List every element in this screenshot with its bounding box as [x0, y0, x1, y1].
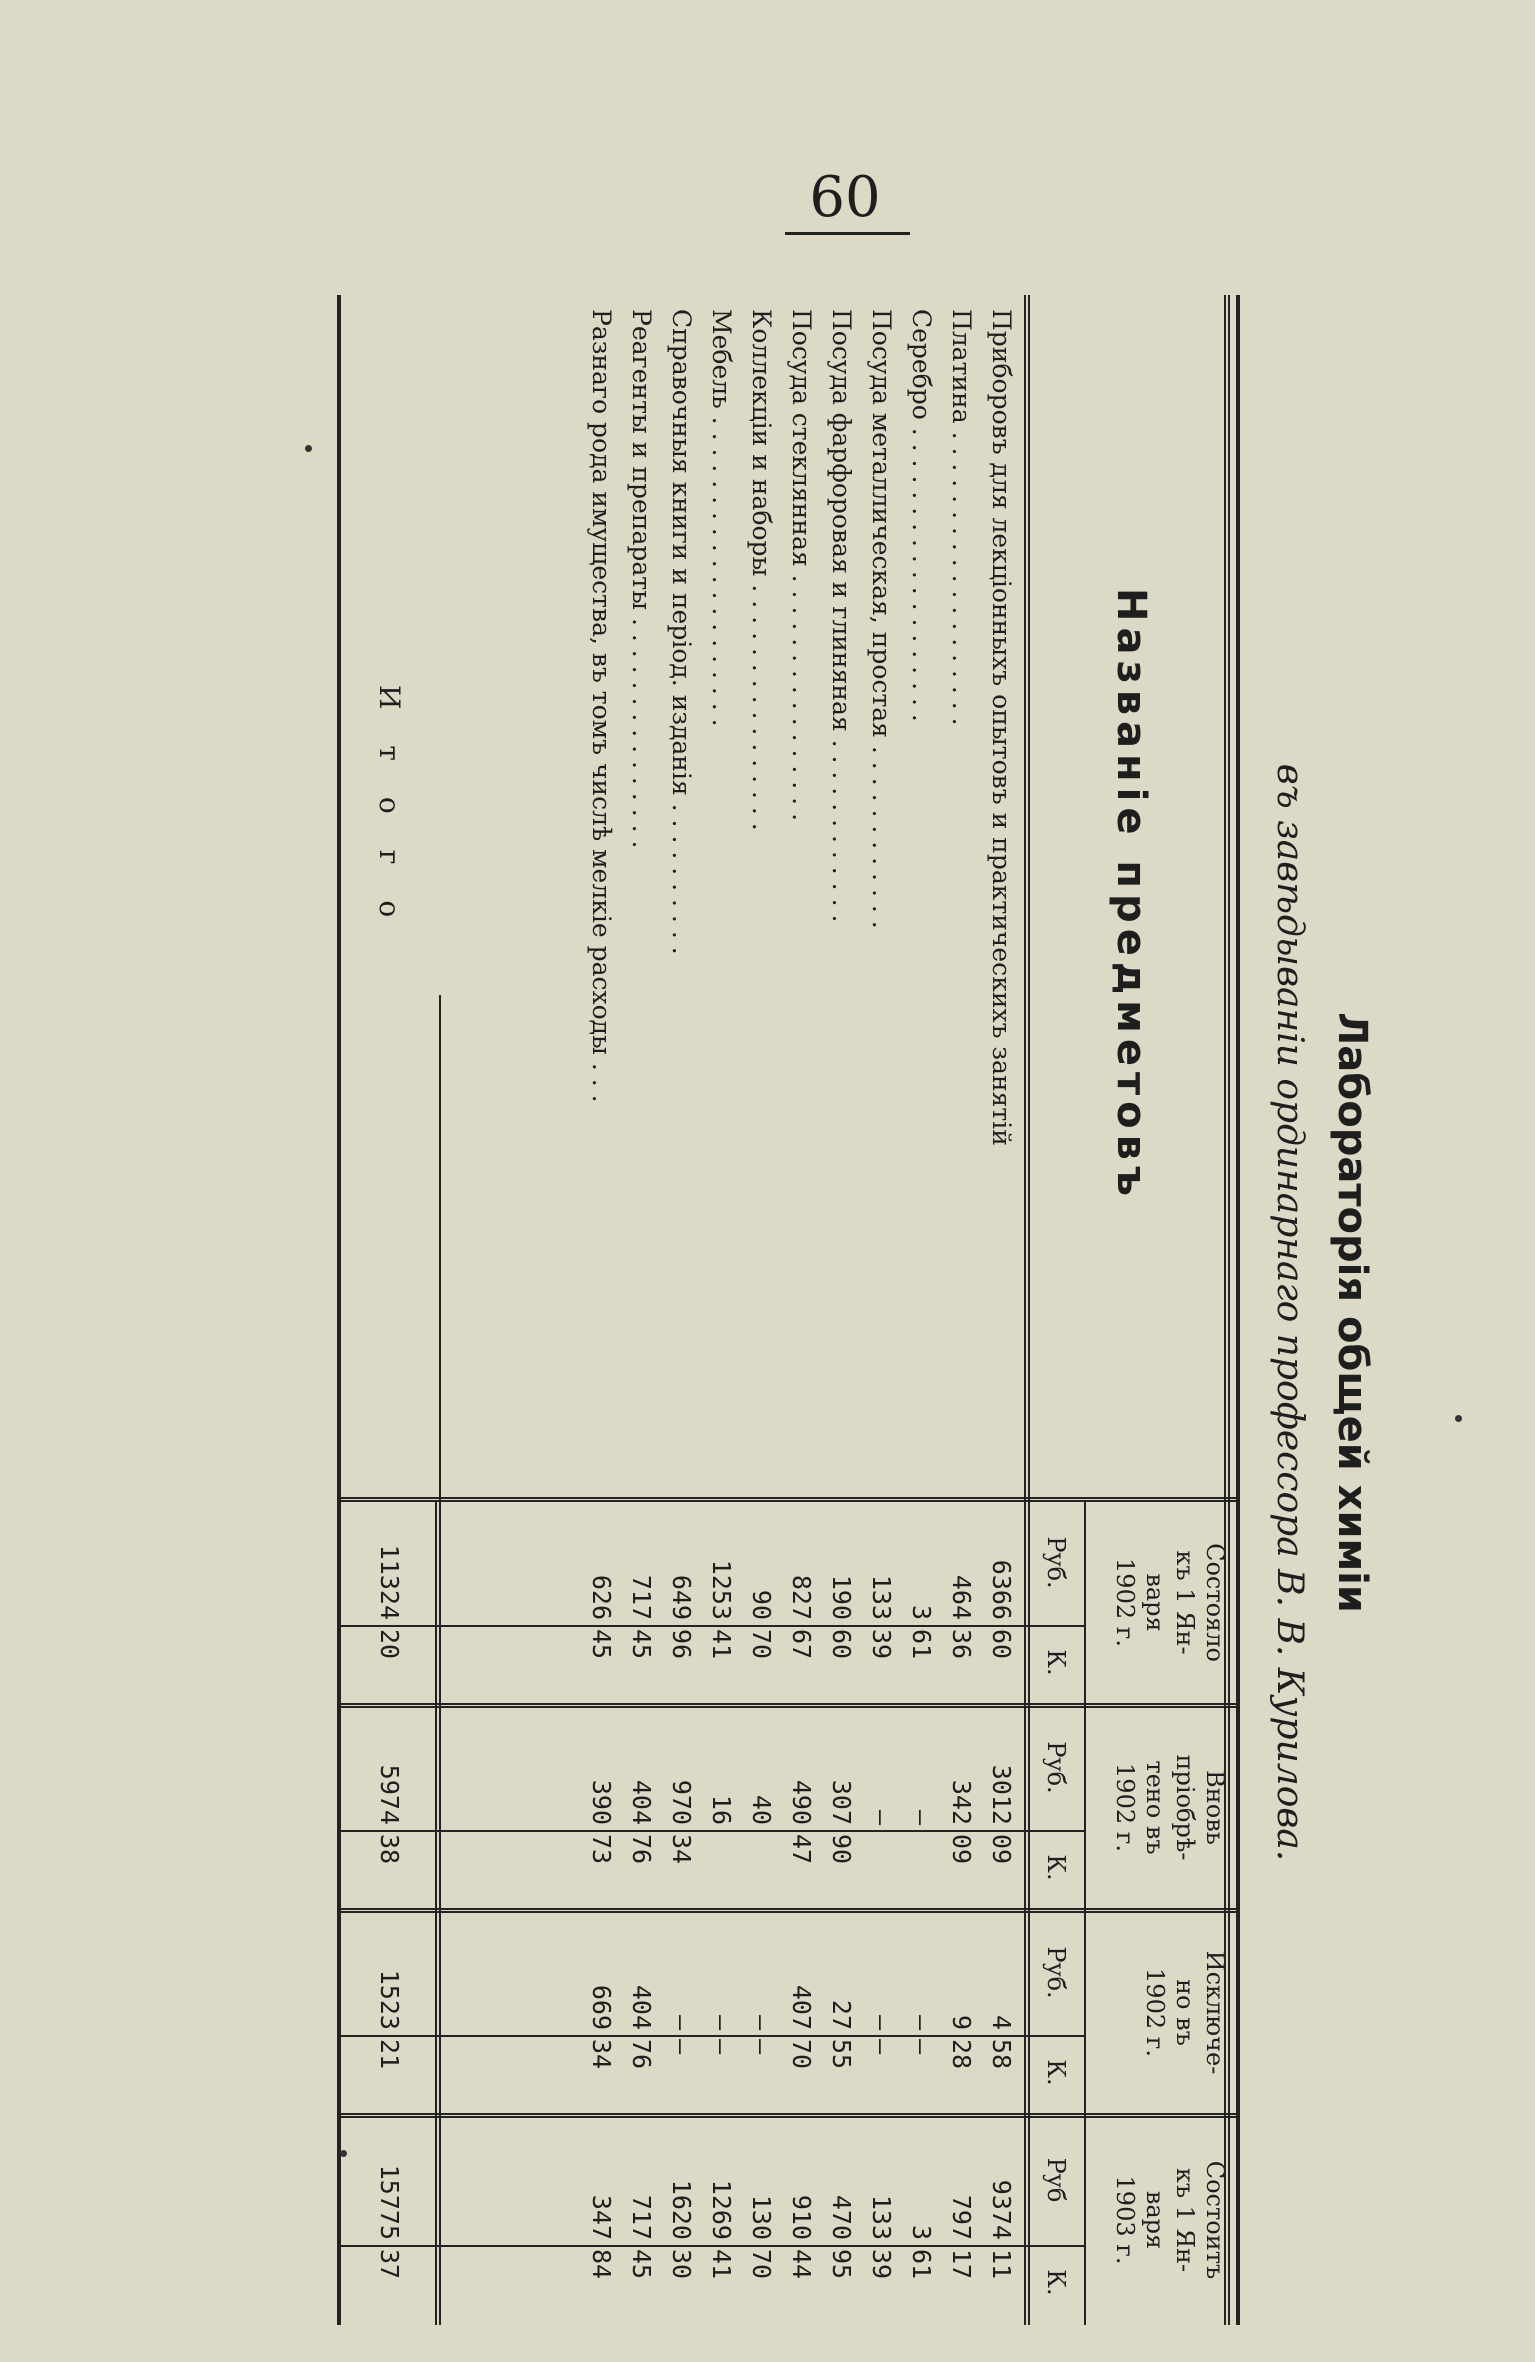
total-rubles: 15775 [375, 2164, 404, 2240]
cell-rubles: 464 [947, 1574, 976, 1620]
cell-rubles: 347 [587, 2194, 616, 2240]
cell-rubles: — [707, 2014, 736, 2030]
cell-kopecks: 73 [587, 1834, 616, 1865]
cell-kopecks [861, 1830, 901, 1909]
subheader-rub: Руб. [1042, 1946, 1070, 1999]
cell-rubles: 133 [867, 2194, 896, 2240]
cell-rubles: — [747, 2014, 776, 2030]
cell-rubles: 970 [667, 1779, 696, 1825]
total-rubles: 5974 [375, 1764, 404, 1825]
row-item-name: Платина . . . . . . . . . . . . . . . . . . . [947, 309, 976, 726]
table-subtitle: въ завѣдываніи ординарнаго профессора В. В. Курилова. [1269, 763, 1310, 1862]
cell-kopecks: 30 [667, 2249, 696, 2280]
inventory-table [337, 295, 1240, 2325]
cell-kopecks: 41 [707, 1629, 736, 1660]
cell-kopecks: — [667, 2039, 696, 2055]
cell-rubles: 4 [987, 2014, 1016, 2030]
row-item-name: Реагенты и препараты . . . . . . . . . . . . . . . [627, 309, 656, 849]
cell-rubles: 130 [747, 2194, 776, 2240]
cell-rubles: 717 [627, 2194, 656, 2240]
cell-kopecks [741, 1830, 781, 1909]
cell-kopecks: 47 [787, 1834, 816, 1865]
cell-rubles: 307 [827, 1779, 856, 1825]
cell-rubles: 797 [947, 2194, 976, 2240]
cell-rubles: 190 [827, 1574, 856, 1620]
cell-kopecks: 44 [787, 2249, 816, 2280]
cell-kopecks: 70 [787, 2039, 816, 2070]
subheader-kop: К. [1042, 2059, 1070, 2086]
row-item-name: Разнаго рода имущества, въ томъ числѣ мелкіе расходы . . . [587, 309, 616, 1103]
subheader-kop: К. [1042, 2269, 1070, 2296]
cell-kopecks: 96 [667, 1629, 696, 1660]
cell-kopecks: 61 [907, 1629, 936, 1660]
cell-kopecks: 28 [947, 2039, 976, 2070]
cell-rubles: 9374 [987, 2179, 1016, 2240]
total-kopecks: 20 [375, 1629, 404, 1660]
cell-kopecks: — [907, 2039, 936, 2055]
cell-kopecks: — [707, 2039, 736, 2055]
cell-kopecks: 45 [627, 2249, 656, 2280]
row-item-name: Справочныя книги и період. изданія . . . . . . . . . . [667, 309, 696, 955]
cell-kopecks: 55 [827, 2039, 856, 2070]
table-title: Лабораторія общей химіи [1329, 1012, 1375, 1613]
header-col-acquired-1902: Вновь пріобрѣ- тено въ 1902 г. [1111, 1754, 1229, 1861]
cell-rubles: 1253 [707, 1559, 736, 1620]
cell-kopecks: 95 [827, 2249, 856, 2280]
cell-rubles: 717 [627, 1574, 656, 1620]
cell-kopecks: 58 [987, 2039, 1016, 2070]
total-kopecks: 21 [375, 2039, 404, 2070]
cell-kopecks: 70 [747, 2249, 776, 2280]
cell-rubles: 133 [867, 1574, 896, 1620]
cell-kopecks [901, 1830, 941, 1909]
cell-rubles: 90 [747, 1589, 776, 1620]
cell-kopecks: 36 [947, 1629, 976, 1660]
cell-rubles: 6366 [987, 1559, 1016, 1620]
row-item-name: Посуда стеклянная . . . . . . . . . . . . . . . . [787, 309, 816, 822]
cell-rubles: 40 [747, 1794, 776, 1825]
page-number: 60 [809, 165, 881, 230]
cell-kopecks: 09 [947, 1834, 976, 1865]
cell-rubles: 16 [707, 1794, 736, 1825]
total-kopecks: 37 [375, 2249, 404, 2280]
cell-kopecks: 60 [827, 1629, 856, 1660]
cell-kopecks: 90 [827, 1834, 856, 1865]
cell-kopecks: 39 [867, 1629, 896, 1660]
cell-kopecks: 70 [747, 1629, 776, 1660]
total-rule-left [439, 995, 441, 1500]
rotated-table-page [255, 285, 1390, 2340]
cell-kopecks [701, 1830, 741, 1909]
cell-rubles: 390 [587, 1779, 616, 1825]
header-top-rule [1224, 295, 1230, 2325]
cell-rubles: — [867, 2014, 896, 2030]
row-item-name: Серебро . . . . . . . . . . . . . . . . . . . [907, 309, 936, 722]
cell-kopecks: 34 [587, 2039, 616, 2070]
total-rubles: 1523 [375, 1969, 404, 2030]
row-item-name: Приборовъ для лекціонныхъ опытовъ и практическихъ занятій [987, 309, 1016, 1146]
header-col-excluded-1902: Исключе- но въ 1902 г. [1141, 1950, 1229, 2075]
cell-rubles: 3 [907, 2224, 936, 2240]
cell-kopecks: 84 [587, 2249, 616, 2280]
speck [340, 2150, 347, 2157]
cell-kopecks: 45 [587, 1629, 616, 1660]
cell-kopecks: 11 [987, 2249, 1016, 2280]
speck [1455, 1415, 1462, 1422]
row-item-name: Мебель . . . . . . . . . . . . . . . . . . . . [707, 309, 736, 727]
cell-kopecks: 67 [787, 1629, 816, 1660]
row-item-name: Посуда фарфоровая и глиняная . . . . . . . . . . . . [827, 309, 856, 923]
page-number-rule [785, 232, 910, 235]
cell-rubles: 27 [827, 1999, 856, 2030]
subheader-rub: Руб. [1042, 1536, 1070, 1589]
cell-rubles: 1269 [707, 2179, 736, 2240]
header-bottom-rule [1024, 295, 1030, 2325]
cell-kopecks: 39 [867, 2249, 896, 2280]
cell-rubles: — [667, 2014, 696, 2030]
cell-kopecks: 76 [627, 2039, 656, 2070]
cell-rubles: 342 [947, 1779, 976, 1825]
total-label: Итого [373, 685, 406, 954]
cell-kopecks: — [747, 2039, 776, 2055]
cell-kopecks: 41 [707, 2249, 736, 2280]
subheader-kop: К. [1042, 1649, 1070, 1676]
row-item-name: Коллекціи и наборы . . . . . . . . . . . . . . . . [747, 309, 776, 831]
cell-rubles: 1620 [667, 2179, 696, 2240]
cell-rubles: 827 [787, 1574, 816, 1620]
cell-rubles: — [867, 1809, 896, 1825]
subheader-rub: Руб. [1042, 1741, 1070, 1794]
cell-kopecks: 17 [947, 2249, 976, 2280]
cell-rubles: — [907, 1809, 936, 1825]
cell-rubles: — [907, 2014, 936, 2030]
cell-rubles: 649 [667, 1574, 696, 1620]
total-kopecks: 38 [375, 1834, 404, 1865]
cell-kopecks: 09 [987, 1834, 1016, 1865]
cell-rubles: 3 [907, 1604, 936, 1620]
speck [305, 445, 312, 452]
header-item-names: Названіе предметовъ [1108, 588, 1154, 1202]
total-rubles: 11324 [375, 1544, 404, 1620]
cell-rubles: 470 [827, 2194, 856, 2240]
cell-kopecks: 45 [627, 1629, 656, 1660]
header-col-balance-1903: Состоитъ къ 1 Ян- варя 1903 г. [1111, 2160, 1229, 2280]
header-col-opening-1902: Состояло къ 1 Ян- варя 1902 г. [1111, 1543, 1229, 1662]
cell-rubles: 404 [627, 1984, 656, 2030]
cell-rubles: 407 [787, 1984, 816, 2030]
cell-kopecks: 76 [627, 1834, 656, 1865]
cell-kopecks: 34 [667, 1834, 696, 1865]
subheader-kop: К. [1042, 1854, 1070, 1881]
cell-rubles: 3012 [987, 1764, 1016, 1825]
cell-kopecks: — [867, 2039, 896, 2055]
cell-rubles: 626 [587, 1574, 616, 1620]
subheader-rub: Руб [1042, 2157, 1070, 2203]
row-item-name: Посуда металлическая, простая . . . . . . . . . . . . [867, 309, 896, 929]
cell-kopecks: 60 [987, 1629, 1016, 1660]
cell-kopecks: 61 [907, 2249, 936, 2280]
cell-rubles: 669 [587, 1984, 616, 2030]
cell-rubles: 490 [787, 1779, 816, 1825]
cell-rubles: 910 [787, 2194, 816, 2240]
cell-rubles: 404 [627, 1779, 656, 1825]
cell-rubles: 9 [947, 2014, 976, 2030]
